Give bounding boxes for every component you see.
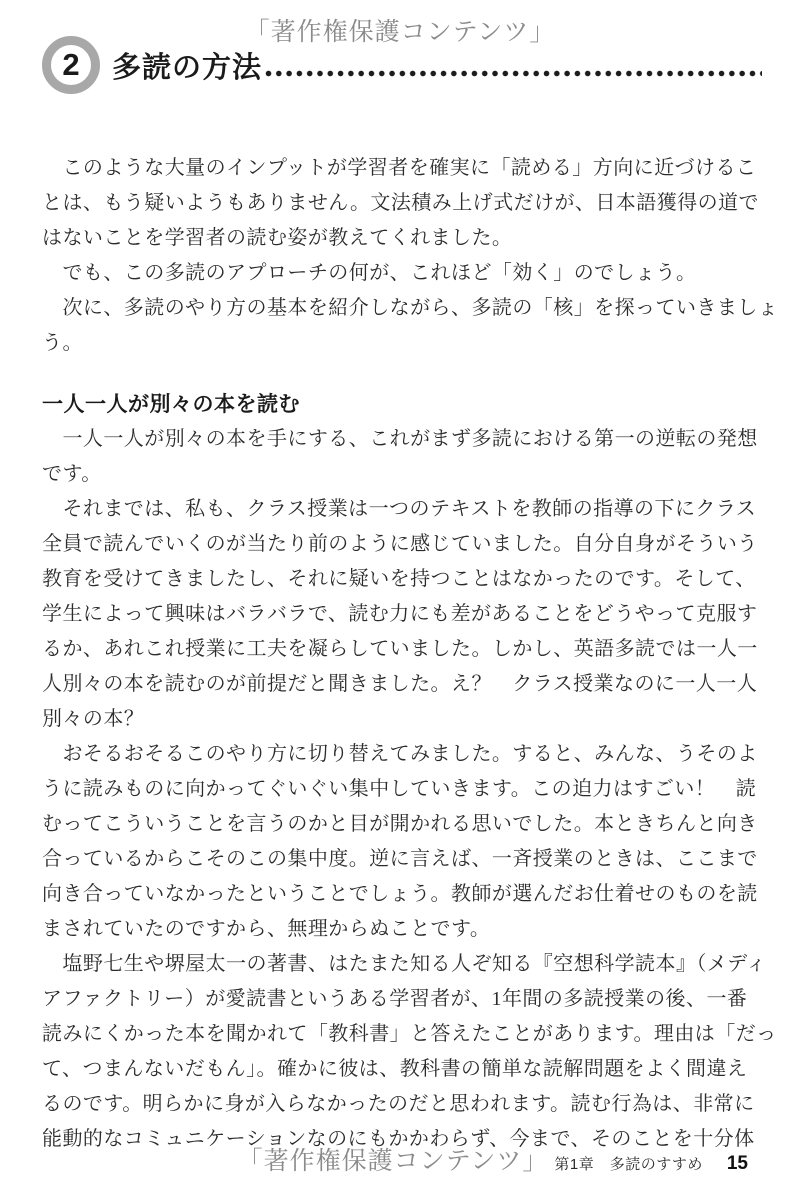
body-line: このような大量のインプットが学習者を確実に「読める」方向に近づけるこ xyxy=(42,157,757,179)
body-line: て、つまんないだもん」。確かに彼は、教科書の簡単な読解問題をよく間違え xyxy=(42,1058,748,1080)
body-line: でも、この多読のアプローチの何が、これほど「効く」のでしょう。 xyxy=(42,262,697,284)
body-line: 別々の本？ xyxy=(42,708,145,730)
section-number: 2 xyxy=(62,46,80,82)
body-line: 全員で読んでいくのが当たり前のように感じていました。自分自身がそういう xyxy=(42,533,758,555)
section-title: 多読の方法 xyxy=(112,51,263,84)
body-line: アファクトリー）が愛読書というある学習者が、1年間の多読授業の後、一番 xyxy=(42,988,748,1010)
page-number: 15 xyxy=(726,1153,748,1174)
dot-leader xyxy=(265,70,762,77)
section-heading xyxy=(42,36,762,94)
body-line: 人別々の本を読むのが前提だと聞きました。え？ クラス授業なのに一人一人 xyxy=(42,673,758,695)
body-line: う。 xyxy=(42,332,83,354)
footer-watermark: 「著作権保護コンテンツ」 xyxy=(237,1147,549,1175)
body-line: それまでは、私も、クラス授業は一つのテキストを教師の指導の下にクラス xyxy=(42,498,757,520)
body-line: 向き合っていなかったということでしょう。教師が選んだお仕着せのものを読 xyxy=(42,883,758,905)
body-line: 次に、多読のやり方の基本を紹介しながら、多読の「核」を探っていきましょ xyxy=(42,297,779,319)
subheading: 一人一人が別々の本を読む xyxy=(42,393,300,416)
body-line: 教育を受けてきましたし、それに疑いを持つことはなかったのです。そして、 xyxy=(42,568,756,590)
body-line: とは、もう疑いようもありません。文法積み上げ式だけが、日本語獲得の道で xyxy=(42,192,759,214)
page-footer xyxy=(0,1141,748,1177)
body-line: るのです。明らかに身が入らなかったのだと思われます。読む行為は、非常に xyxy=(42,1093,755,1115)
body-line: うに読みものに向かってぐいぐい集中していきます。この迫力はすごい！ 読 xyxy=(42,778,757,800)
body-line: るか、あれこれ授業に工夫を凝らしていました。しかし、英語多読では一人一 xyxy=(42,638,758,660)
body-line: 能動的なコミュニケーションなのにもかかわらず、今まで、そのことを十分体 xyxy=(42,1128,755,1150)
body-line: です。 xyxy=(42,463,102,485)
section-number-badge xyxy=(42,36,100,94)
body-line: むってこういうことを言うのかと目が開かれる思いでした。本ときちんと向き xyxy=(42,813,758,835)
body-text xyxy=(42,151,779,1157)
body-line: はないことを学習者の読む姿が教えてくれました。 xyxy=(42,227,513,249)
body-line: 学生によって興味はバラバラで、読む力にも差があることをどうやって克服す xyxy=(42,603,758,625)
body-line: 合っているからこそのこの集中度。逆に言えば、一斉授業のときは、ここまで xyxy=(42,848,758,870)
header-watermark: 「著作権保護コンテンツ」 xyxy=(244,18,556,46)
footer-chapter: 第1章 多読のすすめ xyxy=(554,1156,703,1173)
body-line: 塩野七生や堺屋太一の著書、はたまた知る人ぞ知る『空想科学読本』（メディ xyxy=(42,953,767,975)
body-line: 読みにくかった本を聞かれて「教科書」と答えたことがあります。理由は「だっ xyxy=(42,1023,777,1045)
body-line: おそるおそるこのやり方に切り替えてみました。すると、みんな、うそのよ xyxy=(42,743,758,765)
body-line: まされていたのですから、無理からぬことです。 xyxy=(42,918,491,940)
paragraph-spacer xyxy=(42,361,762,387)
body-line: 一人一人が別々の本を手にする、これがまず多読における第一の逆転の発想 xyxy=(42,428,758,450)
